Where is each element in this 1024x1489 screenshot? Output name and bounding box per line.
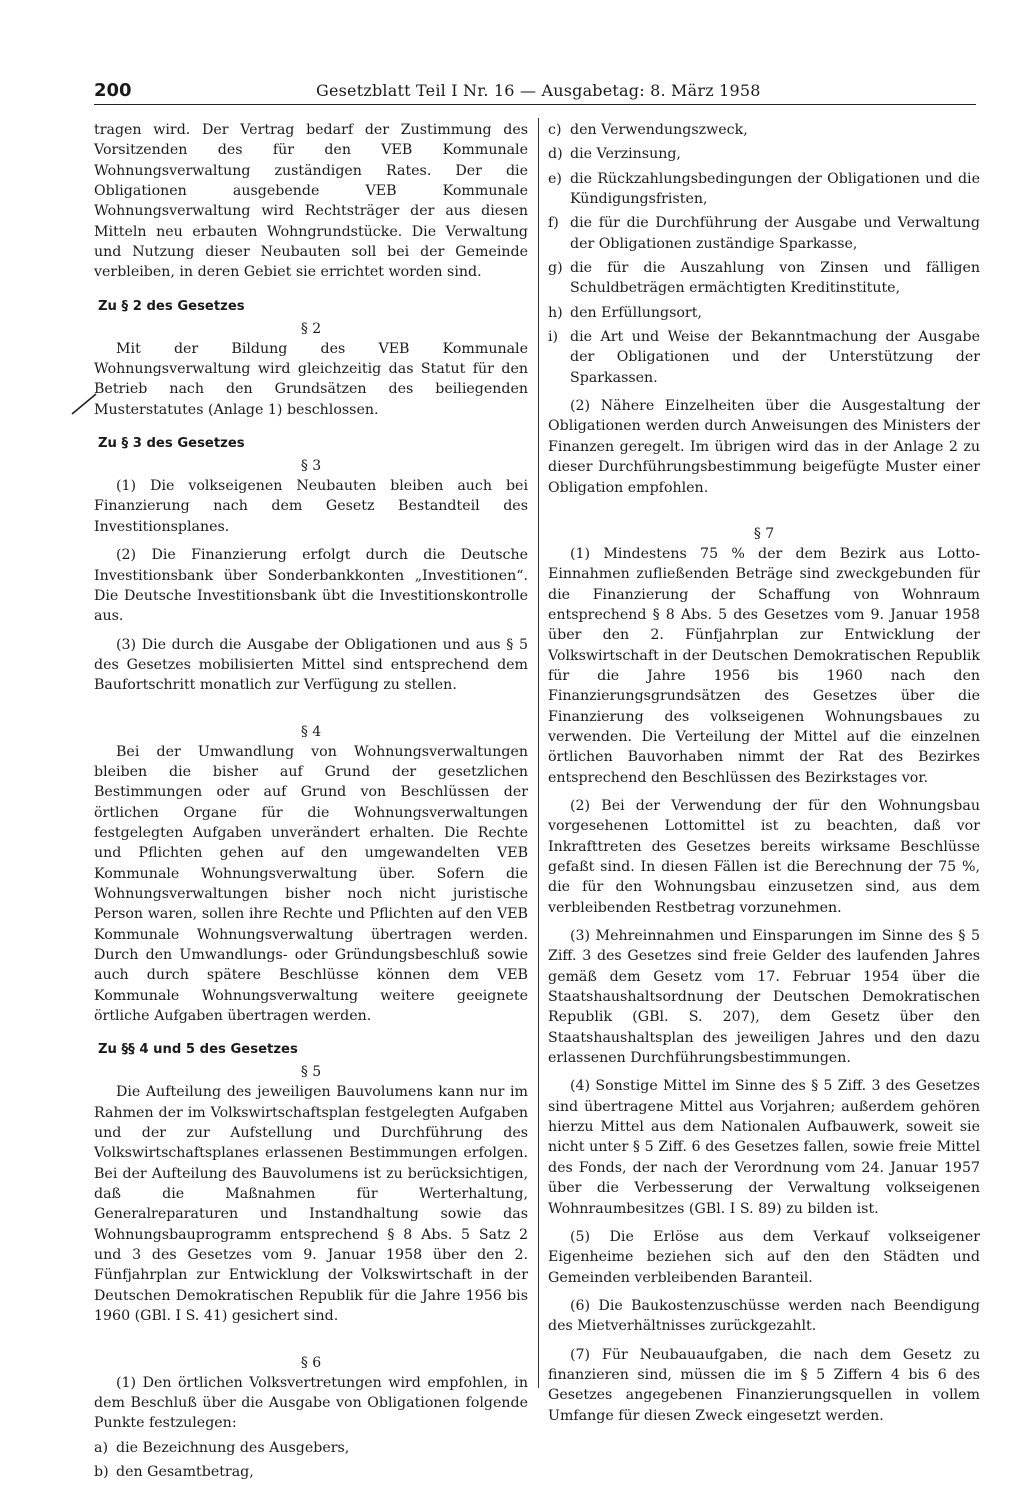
section-heading-zu-4-5: Zu §§ 4 und 5 des Gesetzes bbox=[98, 1042, 298, 1058]
list-item bbox=[548, 120, 980, 140]
paragraph-3-1: (1) Die volkseigenen Neubauten bleiben auch bei Finanzierung nach dem Gesetz Bestandteil des Investitionsplanes. bbox=[94, 478, 528, 535]
list-item-text: den Gesamtbetrag, bbox=[116, 1463, 254, 1480]
list-item-label: a) bbox=[94, 1439, 108, 1456]
paragraph-7-4: (4) Sonstige Mittel im Sinne des § 5 Ziff. 3 des Gesetzes sind übertragene Mittel aus Vorjahren; außerdem gehören hierzu Mittel aus dem Nationalen Aufbauwerk, soweit sie nicht unter § 5 Ziff. 6 des Gesetzes fallen, sowie freie Mittel des Fonds, der nach der Verordnung vom 24. Januar 1957 über die Verbesserung der Verwaltung volkseigenen Wohnraumbesitzes (GBl. I S. 89) zu bilden ist. bbox=[548, 1078, 980, 1217]
list-item-label: b) bbox=[94, 1463, 109, 1480]
list-item-text: den Erfüllungsort, bbox=[570, 304, 702, 321]
paragraph-3-2: (2) Die Finanzierung erfolgt durch die Deutsche Investitionsbank über Sonderbankkonten „Investitionen“. Die Deutsche Investitionsbank übt die Investitionskontrolle aus. bbox=[94, 547, 528, 625]
intro-paragraph: tragen wird. Der Vertrag bedarf der Zustimmung des Vorsitzenden des für den VEB Kommunale Wohnungsverwaltung zuständigen Rates. Der die Obligationen ausgebende VEB Kommunale Wohnungsverwaltung wird Rechtsträger der aus diesen Mitteln neu erbauten Wohngrundstücke. Die Verwaltung und Nutzung dieser Neubauten soll bei der Gemeinde verbleiben, in deren Gebiet sie errichtet worden sind. bbox=[94, 122, 528, 281]
paragraph-number-3: § 3 bbox=[300, 458, 322, 475]
list-item-text: die für die Auszahlung von Zinsen und fälligen Schuldbeträgen ermächtigten Kreditinstitute, bbox=[570, 260, 980, 297]
list-item-text: die Verzinsung, bbox=[570, 146, 681, 163]
list-item-text: den Verwendungszweck, bbox=[570, 122, 748, 138]
paragraph-7-5: (5) Die Erlöse aus dem Verkauf volkseigener Eigenheime beziehen sich auf den den Städten und Gemeinden verbleibenden Baranteil. bbox=[548, 1228, 980, 1286]
list-item-label: c) bbox=[548, 122, 562, 138]
list-item-label: h) bbox=[548, 304, 563, 321]
column-divider bbox=[538, 118, 539, 1388]
list-item bbox=[548, 303, 980, 323]
paragraph-6-1: (1) Den örtlichen Volksvertretungen wird empfohlen, in dem Beschluß über die Ausgabe von Obligationen folgende Punkte festzulegen: bbox=[94, 1374, 528, 1432]
paragraph-6-2: (2) Nähere Einzelheiten über die Ausgestaltung der Obligationen werden durch Anweisungen des Ministers der Finanzen geregelt. Im übrigen wird das in der Anlage 2 zu dieser Durchführungsbestimmung beigefügte Muster einer Obligation empfohlen. bbox=[548, 398, 980, 496]
paragraph-4-text: Bei der Umwandlung von Wohnungsverwaltungen bleiben die bisher auf Grund der gesetzlichen Bestimmungen oder auf Grund von Beschlüssen der örtlichen Organe für die Wohnungsverwaltungen festgelegten Aufgaben unverändert erhalten. Die Rechte und Pflichten gehen auf den umgewandelten VEB Kommunale Wohnungsverwaltung über. Sofern die Wohnungsverwaltungen bisher noch nicht juristische Person waren, sollen ihre Rechte und Pflichten auf den VEB Kommunale Wohnungsverwaltung übertragen werden. Durch den Umwandlungs- oder Gründungsbeschluß sowie auch durch spätere Beschlüsse können dem VEB Kommunale Wohnungsverwaltung weitere geeignete örtliche Aufgaben übertragen werden. bbox=[94, 743, 528, 1025]
paragraph-5-text: Die Aufteilung des jeweiligen Bauvolumens kann nur im Rahmen der im Volkswirtschaftsplan festgelegten Aufgaben und der zur Aufstellung und Durchführung des Volkswirtschaftsplanes erlassenen Bestimmungen erfolgen. Bei der Aufteilung des Bauvolumens ist zu berücksichtigen, daß die Maßnahmen für Werterhaltung, Generalreparaturen und Instandhaltung sowie das Wohnungsbauprogramm entsprechend § 8 Abs. 5 Satz 2 und 3 des Gesetzes vom 9. Januar 1958 über den 2. Fünfjahrplan zur Entwicklung der Volkswirtschaft in der Deutschen Demokratischen Republik für die Jahre 1956 bis 1960 (GBl. I S. 41) gesichert sind. bbox=[94, 1084, 528, 1325]
paragraph-7-1: (1) Mindestens 75 % der dem Bezirk aus Lotto-Einnahmen zufließenden Beträge sind zweckgebunden für die Finanzierung der Schaffung von Wohnraum entsprechend § 8 Abs. 5 des Gesetzes vom 9. Januar 1958 über den 2. Fünfjahrplan zur Entwicklung der Volkswirtschaft in der Deutschen Demokratischen Republik für die Jahre 1956 bis 1960 nach den Finanzierungsgrundsätzen des Gesetzes über die Finanzierung des volkseigenen Wohnungsbaues zu verwenden. Die Verteilung der Mittel auf die einzelnen örtlichen Bauvorhaben nimmt der Rat des Bezirkes entsprechend den Beschlüssen des Bezirkstages vor. bbox=[548, 545, 980, 786]
paragraph-number-2: § 2 bbox=[300, 320, 322, 337]
list-item bbox=[94, 1438, 528, 1458]
paragraph-7-7: (7) Für Neubauaufgaben, die nach dem Gesetz zu finanzieren sind, müssen die im § 5 Ziffern 4 bis 6 des Gesetzes angegebenen Finanzierungsquellen in vollem Umfange für diesen Zweck eingesetzt werden. bbox=[548, 1346, 980, 1424]
gazette-title: Gesetzblatt Teil I Nr. 16 — Ausgabetag: 8. März 1958 bbox=[316, 81, 761, 100]
list-item-label: d) bbox=[548, 146, 563, 163]
paragraph-number-7: § 7 bbox=[753, 525, 775, 542]
list-item-label: i) bbox=[548, 329, 559, 346]
paragraph-2-text: Mit der Bildung des VEB Kommunale Wohnungsverwaltung wird gleichzeitig das Statut für den Betrieb nach den Grundsätzen des beiliegenden Musterstatutes (Anlage 1) beschlossen. bbox=[94, 340, 528, 418]
right-column bbox=[548, 120, 980, 1426]
list-item-text: die Bezeichnung des Ausgebers, bbox=[116, 1439, 350, 1456]
list-item-text: die Art und Weise der Bekanntmachung der Ausgabe der Obligationen und der Unterstützung der Sparkassen. bbox=[570, 329, 980, 386]
list-item bbox=[548, 213, 980, 254]
paragraph-number-6: § 6 bbox=[300, 1354, 322, 1371]
section-heading-zu-2: Zu § 2 des Gesetzes bbox=[98, 298, 245, 314]
list-item-label: f) bbox=[548, 215, 559, 232]
paragraph-number-5: § 5 bbox=[300, 1064, 322, 1081]
paragraph-7-2: (2) Bei der Verwendung der für den Wohnungsbau vorgesehenen Lottomittel ist zu beachten, daß vor Inkrafttreten des Gesetzes bereits wirksame Beschlüsse gefaßt sind. In diesen Fällen ist die Berechnung der 75 %, die für den Wohnungsbau einzusetzen sind, aus dem verbleibenden Restbetrag vorzunehmen. bbox=[548, 797, 980, 916]
list-item bbox=[548, 144, 980, 164]
list-item bbox=[548, 327, 980, 388]
list-item-label: g) bbox=[548, 260, 563, 277]
paragraph-number-4: § 4 bbox=[300, 723, 322, 740]
section-heading-zu-3: Zu § 3 des Gesetzes bbox=[98, 436, 245, 452]
list-item-text: die für die Durchführung der Ausgabe und Verwaltung der Obligationen zuständige Sparkasse, bbox=[570, 215, 980, 252]
paragraph-7-3: (3) Mehreinnahmen und Einsparungen im Sinne des § 5 Ziff. 3 des Gesetzes sind freie Gelder des laufenden Jahres gemäß dem Gesetz vom 17. Februar 1954 über die Staatshaushaltsordnung der Deutschen Demokratischen Republik (GBl. S. 207), dem Gesetz über den Staatshaushaltsplan des jeweiligen Jahres und den dazu erlassenen Durchführungsbestimmungen. bbox=[548, 928, 980, 1067]
list-item bbox=[548, 258, 980, 299]
list-item bbox=[94, 1462, 528, 1482]
list-item-text: die Rückzahlungsbedingungen der Obligationen und die Kündigungsfristen, bbox=[570, 170, 980, 208]
paragraph-7-6: (6) Die Baukostenzuschüsse werden nach Beendigung des Mietverhältnisses zurückgezahlt. bbox=[548, 1297, 980, 1335]
page-header bbox=[94, 80, 976, 105]
paragraph-3-3: (3) Die durch die Ausgabe der Obligationen und aus § 5 des Gesetzes mobilisierten Mittel sind entsprechend dem Baufortschritt monatlich zur Verfügung zu stellen. bbox=[94, 636, 528, 694]
left-column bbox=[94, 120, 528, 1482]
list-item bbox=[548, 169, 980, 210]
page-number: 200 bbox=[94, 80, 132, 101]
list-item-label: e) bbox=[548, 170, 562, 187]
